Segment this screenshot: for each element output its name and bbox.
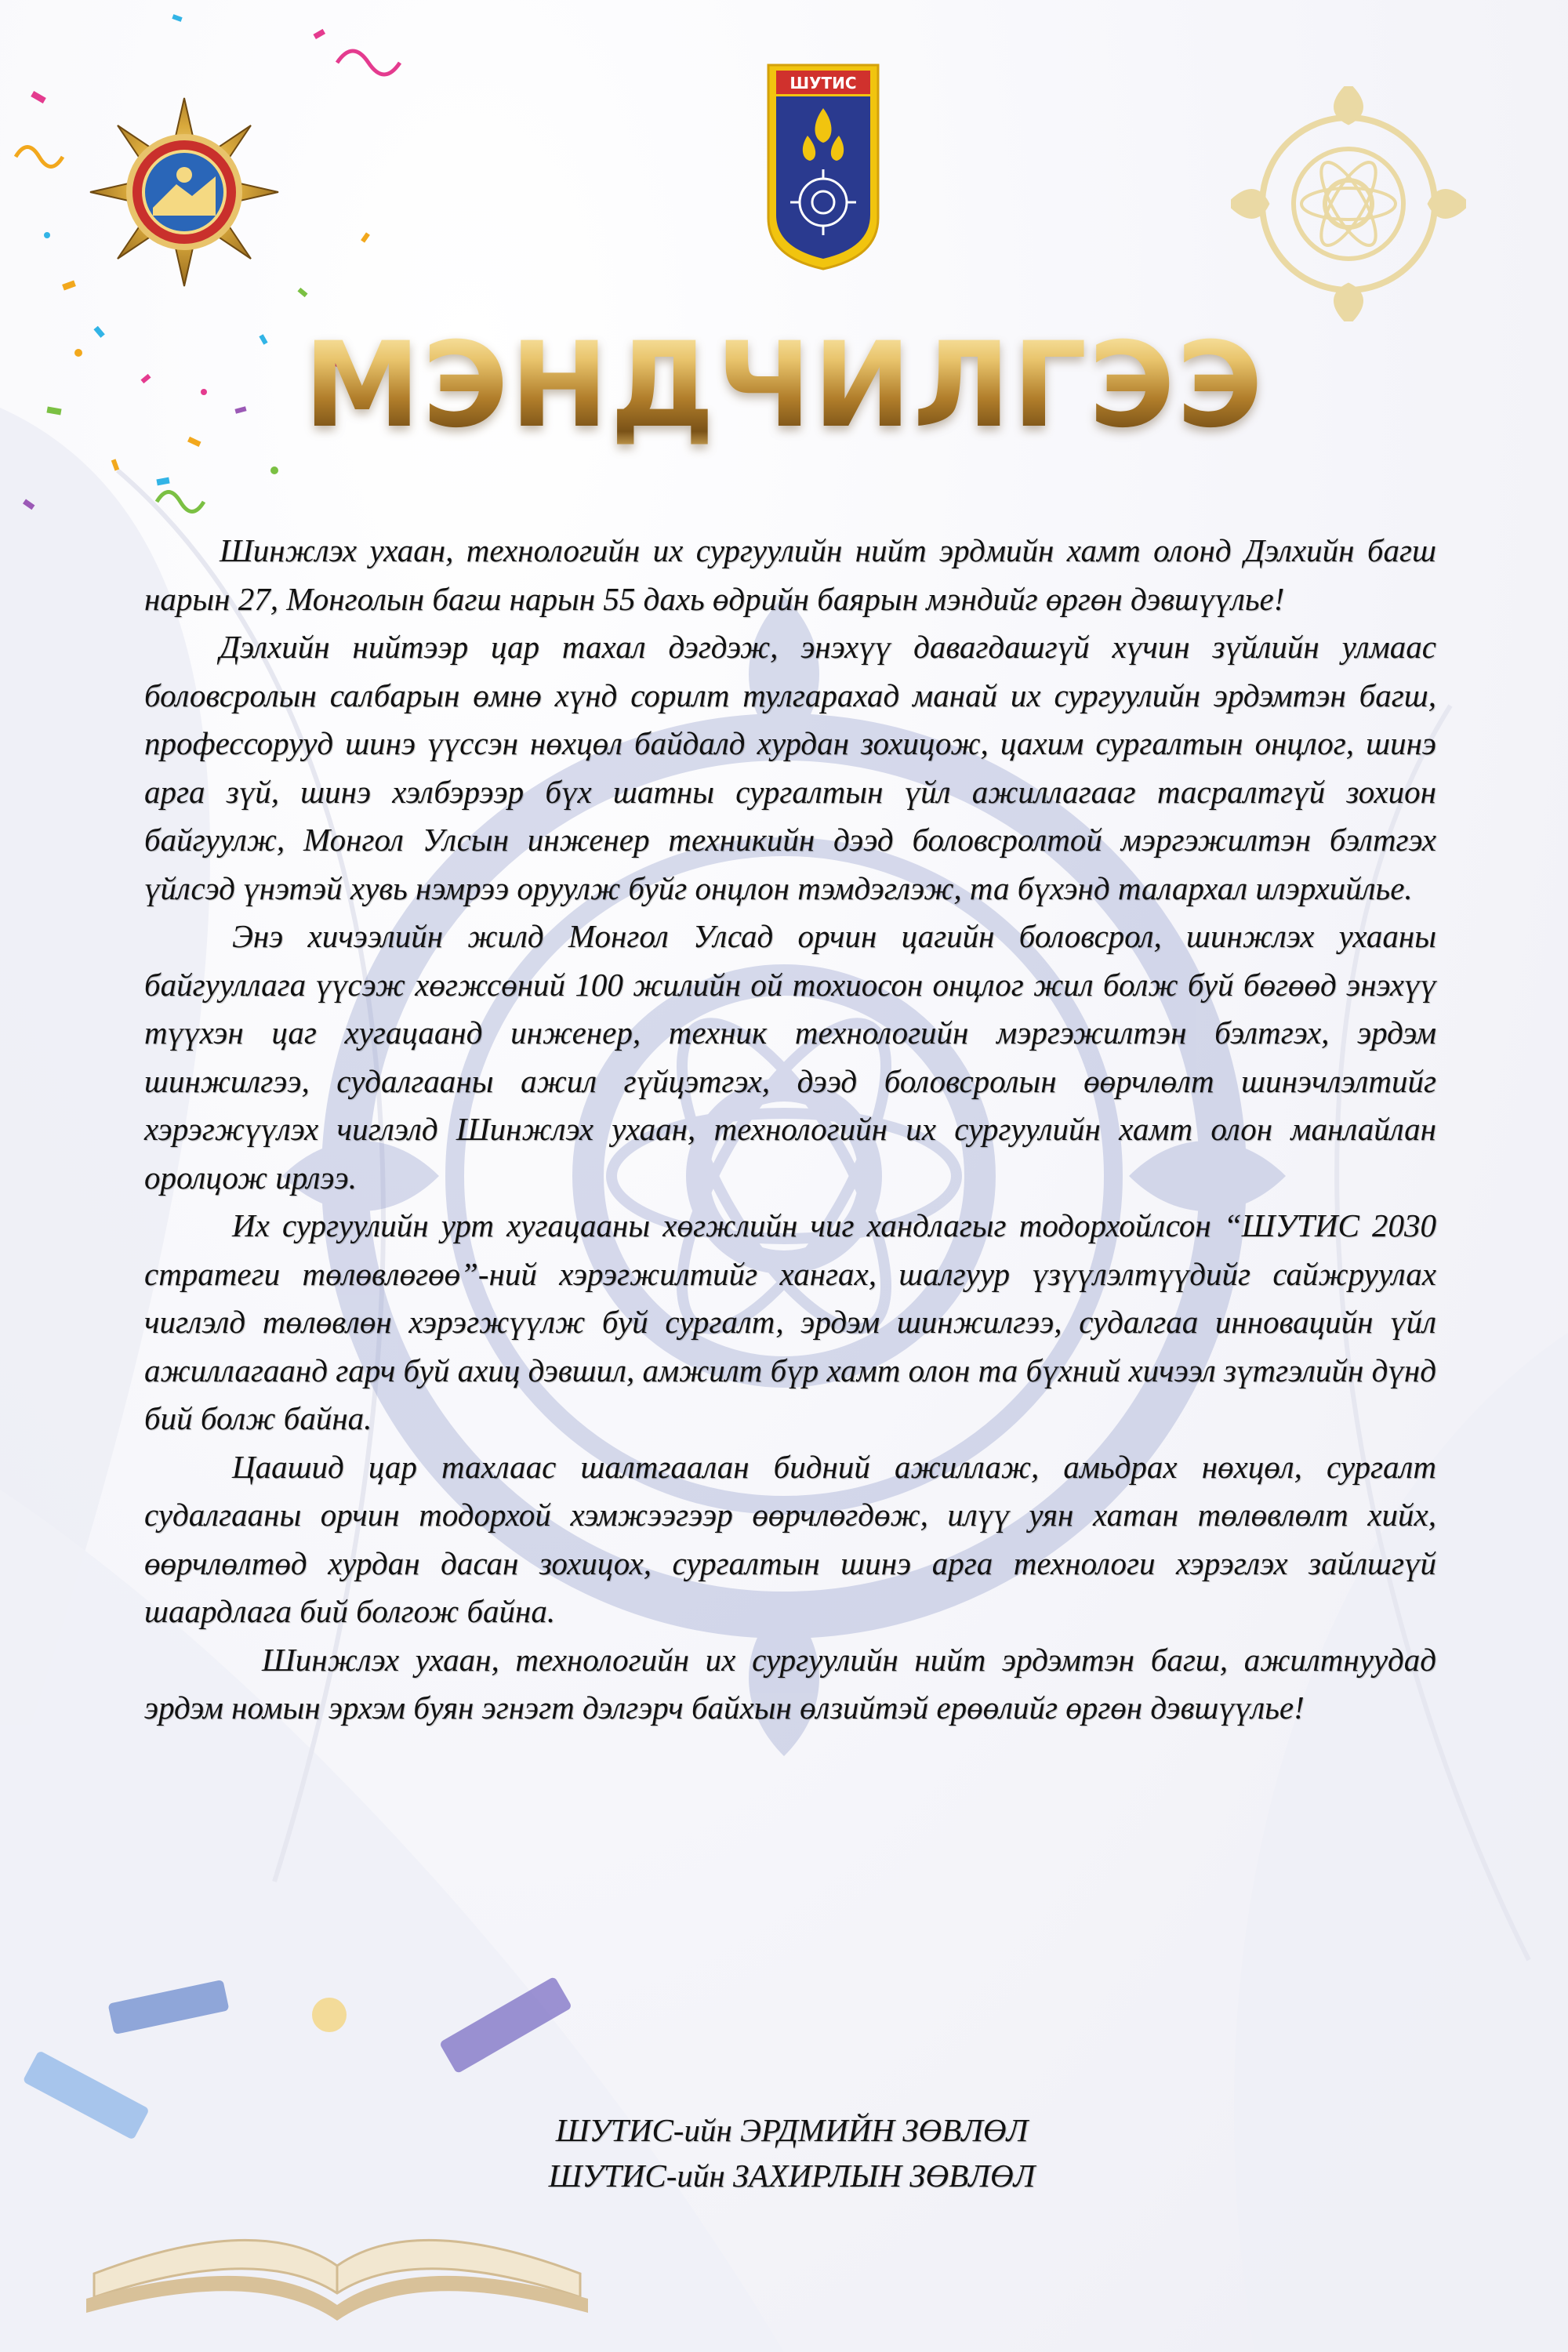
greeting-letter-body — [144, 527, 1436, 1733]
page-title: МЭНДЧИЛГЭЭ — [0, 321, 1568, 451]
letter-paragraph-3: Энэ хичээлийн жилд Монгол Улсад орчин цагийн боловсрол, шинжлэх ухааны байгууллага үүсэж хөгжсөний 100 жилийн ой тохиосон онцлог жил болж буй бөгөөд энэхүү түүхэн цаг хугацаанд инженер, техник технологийн мэргэжилтэн бэлтгэх, эрдэм шинжилгээ, судалгааны ажил гүйцэтгэх, дээд боловсролын өөрчлөлт шинэчлэлтийг хэрэгжүүлэх чиглэлд Шинжлэх ухаан, технологийн их сургуулийн хамт олон манлайлан оролцож ирлээ. — [144, 918, 1436, 1196]
signature-block — [439, 2107, 1145, 2198]
letter-paragraph-2: Дэлхийн нийтээр цар тахал дэгдэж, энэхүү давагдашгүй хүчин зүйлийн улмаас боловсролын салбарын өмнө хүнд сорилт тулгарахад манай их сургуулийн эрдэмтэн багш, профессорууд шинэ үүссэн нөхцөл байдалд хурдан зохицож, цахим сургалтын онцлог, шинэ арга зүй, шинэ хэлбэрээр бүх шатны сургалтын үйл ажиллагааг тасралтгүй зохион байгуулж, Монгол Улсын инженер техникийн дээд боловсролтой мэргэжилтэн бэлтгэх үйлсэд үнэтэй хувь нэмрээ оруулж буйг онцлон тэмдэглэж, та бүхэнд талархал илэрхийлье. — [144, 629, 1436, 906]
letter-paragraph-6: Шинжлэх ухаан, технологийн их сургуулийн нийт эрдэмтэн багш, ажилтнуудад эрдэм номын эрхэм буян эгнэгт дэлгэрч байхын өлзийтэй ерөөлийг өргөн дэвшүүлье! — [144, 1641, 1436, 1726]
university-logo-icon — [764, 61, 882, 273]
signature-line-1: ШУТИС-ийн ЭРДМИЙН ЗӨВЛӨЛ — [555, 2112, 1029, 2148]
letter-paragraph-5: Цаашид цар тахлаас шалтгаалан бидний ажиллаж, амьдрах нөхцөл, сургалт судалгааны орчин тодорхой хэмжээгээр өөрчлөгдөж, илүү уян хатан төлөвлөлт хийх, өөрчлөлтөд хурдан дасан зохицох, сургалтын шинэ арга технологи хэрэглэх зайлшгүй шаардлага бий болгож байна. — [144, 1448, 1436, 1629]
signature-line-2: ШУТИС-ийн ЗАХИРЛЫН ЗӨВЛӨЛ — [548, 2158, 1036, 2194]
letter-paragraph-4: Их сургуулийн урт хугацааны хөгжлийн чиг хандлагыг тодорхойлсон “ШУТИС 2030 стратеги төлөвлөгөө”-ний хэрэгжилтийг хангах, шалгуур үзүүлэлтүүдийг сайжруулах чиглэлд төлөвлөн хэрэгжүүлж буй сургалт, эрдэм шинжилгээ, судалгаа инновацийн үйл ажиллагаанд гарч буй ахиц дэвшил, амжилт бүр хамт олон та бүхний хичээл зүтгэлийн дүнд бий болж байна. — [144, 1207, 1436, 1436]
state-order-medal-icon — [86, 94, 282, 290]
faded-emblem-icon — [1231, 86, 1466, 321]
logo-text: ШУТИС — [789, 74, 857, 93]
letter-paragraph-1: Шинжлэх ухаан, технологийн их сургуулийн нийт эрдмийн хамт олонд Дэлхийн багш нарын 27, Монголын багш нарын 55 дахь өдрийн баярын мэндийг өргөн дэвшүүлье! — [144, 532, 1436, 617]
